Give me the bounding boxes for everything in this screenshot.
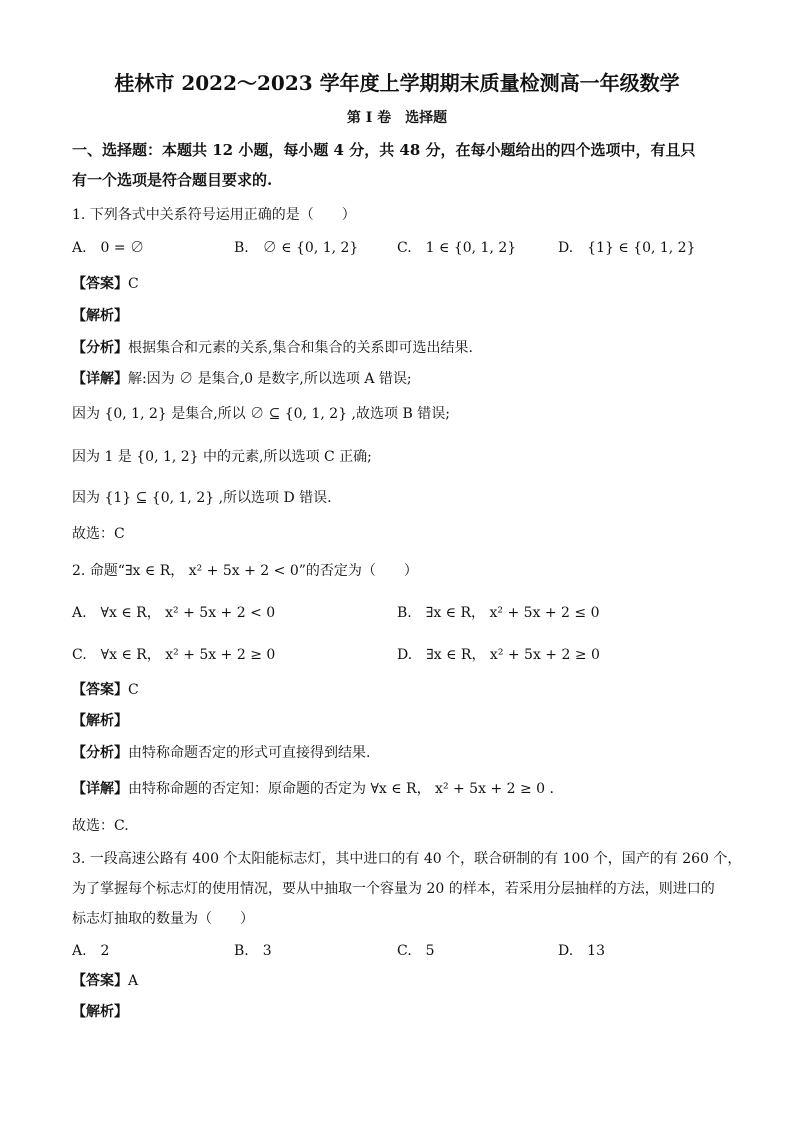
q1-conclusion: 故选：C xyxy=(72,526,125,542)
q1-option-a: A. 0 = ∅ xyxy=(72,240,145,256)
q2-analysis-tag: 【解析】 xyxy=(72,713,128,729)
answer-tag: 【答案】 xyxy=(72,682,128,698)
q1-line-b: 因为 {0, 1, 2} 是集合,所以 ∅ ⊆ {0, 1, 2} ,故选项 B 错误; xyxy=(72,406,450,422)
q3-stem-line1: 3. 一段高速公路有 400 个太阳能标志灯，其中进口的有 40 个，联合研制的有 100 个，国产的有 260 个， xyxy=(72,851,742,867)
answer-value: A xyxy=(128,973,139,989)
xiangjie-tag: 【详解】 xyxy=(72,781,128,797)
q2-conclusion: 故选：C. xyxy=(72,818,129,834)
xiangjie-tag: 【详解】 xyxy=(72,371,128,387)
q2-option-d: D. ∃x ∈ R， x² + 5x + 2 ≥ 0 xyxy=(397,647,600,663)
xiangjie-line: 解:因为 ∅ 是集合,0 是数字,所以选项 A 错误; xyxy=(128,371,412,387)
q3-stem-line3: 标志灯抽取的数量为（ ） xyxy=(72,911,254,927)
q1-line-c: 因为 1 是 {0, 1, 2} 中的元素,所以选项 C 正确; xyxy=(72,449,372,465)
q3-answer xyxy=(72,971,138,991)
q2-fenxi xyxy=(72,743,370,763)
fenxi-text: 由特称命题否定的形式可直接得到结果. xyxy=(128,745,371,761)
q2-stem: 2. 命题“∃x ∈ R， x² + 5x + 2 < 0”的否定为（ ） xyxy=(72,563,418,579)
q2-xiangjie xyxy=(72,779,554,799)
answer-tag: 【答案】 xyxy=(72,276,128,292)
q1-answer xyxy=(72,274,139,294)
q1-xiangjie xyxy=(72,369,412,389)
answer-value: C xyxy=(128,682,139,698)
q1-stem: 1. 下列各式中关系符号运用正确的是（ ） xyxy=(72,207,356,223)
q3-analysis-tag: 【解析】 xyxy=(72,1004,128,1020)
answer-value: C xyxy=(128,276,139,292)
section-header-line2: 有一个选项是符合题目要求的. xyxy=(72,171,273,189)
q3-option-b: B. 3 xyxy=(234,943,272,959)
q2-option-c: C. ∀x ∈ R， x² + 5x + 2 ≥ 0 xyxy=(72,647,276,663)
q1-fenxi xyxy=(72,338,473,358)
fenxi-tag: 【分析】 xyxy=(72,745,128,761)
xiangjie-text: 由特称命题的否定知：原命题的否定为 ∀x ∈ R， x² + 5x + 2 ≥ 0 . xyxy=(128,781,554,797)
section-subtitle: 第 I 卷 选择题 xyxy=(346,110,448,126)
q1-line-d: 因为 {1} ⊆ {0, 1, 2} ,所以选项 D 错误. xyxy=(72,490,332,506)
q1-option-d: D. {1} ∈ {0, 1, 2} xyxy=(558,240,696,256)
q3-option-a: A. 2 xyxy=(72,943,110,959)
q1-option-c: C. 1 ∈ {0, 1, 2} xyxy=(397,240,517,256)
q1-option-b: B. ∅ ∈ {0, 1, 2} xyxy=(234,240,359,256)
fenxi-text: 根据集合和元素的关系,集合和集合的关系即可选出结果. xyxy=(128,340,473,356)
fenxi-tag: 【分析】 xyxy=(72,340,128,356)
q1-analysis-tag: 【解析】 xyxy=(72,308,128,324)
q2-option-b: B. ∃x ∈ R， x² + 5x + 2 ≤ 0 xyxy=(397,605,600,621)
q3-option-d: D. 13 xyxy=(558,943,605,959)
q3-stem-line2: 为了掌握每个标志灯的使用情况，要从中抽取一个容量为 20 的样本，若采用分层抽样的方法，则进口的 xyxy=(72,881,715,897)
q2-answer xyxy=(72,680,139,700)
q2-option-a: A. ∀x ∈ R， x² + 5x + 2 < 0 xyxy=(72,605,276,621)
page-title: 桂林市 2022～2023 学年度上学期期末质量检测高一年级数学 xyxy=(114,71,680,95)
section-header-line1: 一、选择题：本题共 12 小题，每小题 4 分，共 48 分，在每小题给出的四个选项中，有且只 xyxy=(72,141,696,159)
q3-option-c: C. 5 xyxy=(397,943,435,959)
answer-tag: 【答案】 xyxy=(72,973,128,989)
